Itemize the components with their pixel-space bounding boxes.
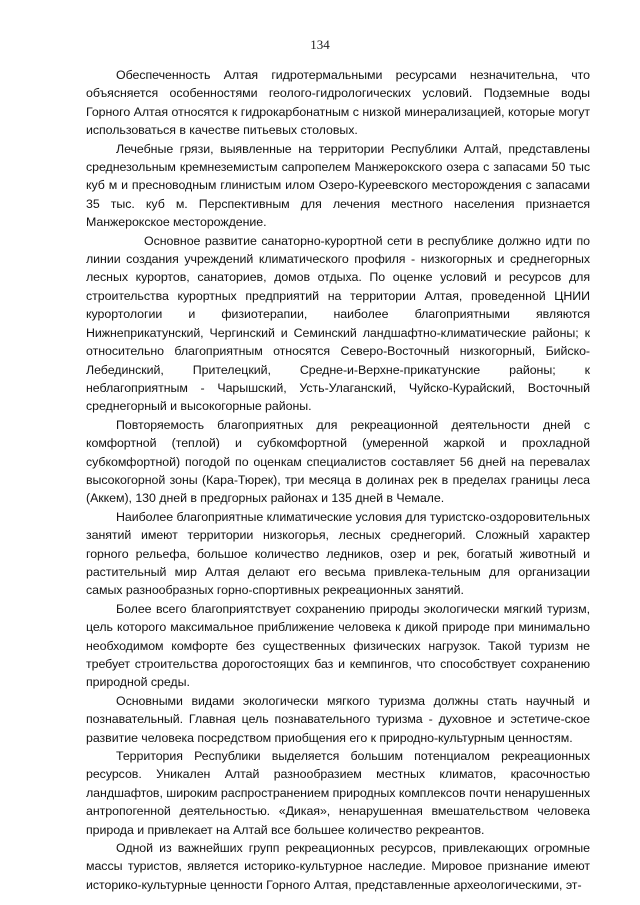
page-number: 134 [310, 37, 330, 52]
paragraph-soft-tourism: Более всего благоприятствует сохранению природы экологически мягкий туризм, цель которого максимальное приближение человека к дикой природе при минимально необходимом комфорте без существенных физических нагрузок. Такой туризм не требует строительства дорогостоящих баз и кемпингов, что способствует сохранению природной среды. [86, 601, 590, 690]
body-text [86, 66, 590, 894]
paragraph-sanatorium-network: Основное развитие санаторно-курортной сети в республике должно идти по линии создания учреждений климатического профиля - низкогорных и среднегорных лесных курортов, санаториев, домов отдыха. По оценке условий и ресурсов для строительства курортных предприятий на территории Алтая, проведенной ЦНИИ курортологии и физиотерапии, наиболее благоприятными являются Нижнеприкатунский, Чергинский и Семинский ландшафтно-климатические районы; к относительно благоприятным относятся Северо-Восточный низкогорный, Бийско-Лебединский, Прителецкий, Средне-и-Верхне-прикатунские районы; к неблагоприятным - Чарышский, Усть-Улаганский, Чуйско-Курайский, Восточный среднегорный и высокогорные районы. [86, 233, 590, 414]
paragraph-recreational-potential: Территория Республики выделяется большим потенциалом рекреационных ресурсов. Уникален Алтай разнообразием местных климатов, красочностью ландшафтов, широким распространением природных комплексов почти ненарушенных антропогенной деятельностью. «Дикая», ненарушенная вмешательством человека природа и привлекает на Алтай все большее количество рекреантов. [86, 749, 590, 837]
paragraph-favorable-days: Повторяемость благоприятных для рекреационной деятельности дней с комфортной (теплой) и субкомфортной (умеренной жаркой и прохладной субкомфортной) погодой по оценкам специалистов составляет 56 дней на перевалах высокогорной зоны (Кара-Тюрек), три месяца в долинах рек в пределах границы леса (Аккем), 130 дней в предгорных районах и 135 дней в Чемале. [86, 417, 590, 506]
paragraph-hydrothermal-resources: Обеспеченность Алтая гидротермальными ресурсами незначительна, что объясняется особенностями геолого-гидрологических условий. Подземные воды Горного Алтая относятся к гидрокарбонатным с низкой минерализацией, которые могут использоваться в качестве питьевых столовых. [86, 68, 590, 138]
paragraph-cultural-heritage: Одной из важнейших групп рекреационных ресурсов, привлекающих огромные массы туристов, является историко-культурное наследие. Мировое признание имеют историко-культурные ценности Горного Алтая, представленные археологическими, эт- [86, 841, 590, 892]
paragraph-climate-conditions: Наиболее благоприятные климатические условия для туристско-оздоровительных занятий имеют территории низкогорья, лесных среднегорий. Сложный характер горного рельефа, большое количество ледников, озер и рек, богатый животный и растительный мир Алтая делают его весьма привлека-тельным для организации самых разнообразных горно-спортивных рекреационных занятий. [86, 509, 590, 598]
paragraph-therapeutic-mud: Лечебные грязи, выявленные на территории Республики Алтай, представлены среднезольным кремнеземистым сапропелем Манжерокского озера с запасами 50 тыс куб м и пресноводным глинистым илом Озеро-Куреевского месторождения с запасами 35 тыс. куб м. Перспективным для лечения местного населения признается Манжерокское месторождение. [86, 141, 590, 230]
paragraph-tourism-types: Основными видами экологически мягкого туризма должны стать научный и познавательный. Главная цель познавательного туризма - духовное и эстетиче-ское развитие человека посредством приобщения его к природно-культурным ценностям. [86, 693, 590, 745]
